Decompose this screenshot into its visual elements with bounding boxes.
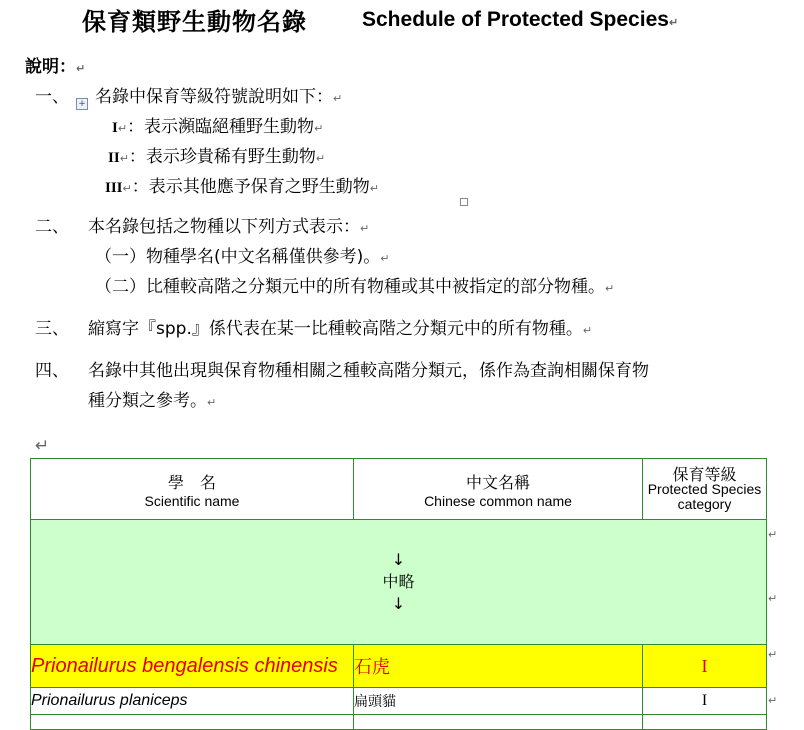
scientific-name-cell: Prionailurus bengalensis chinensis: [31, 645, 354, 688]
chinese-name-cell: 石虎: [354, 645, 643, 688]
header-chinese-name: 中文名稱 Chinese common name: [354, 459, 643, 520]
arrow-down-icon: ↓: [391, 550, 406, 569]
category-line-1: I↵：表示瀕臨絕種野生動物↵: [112, 117, 324, 137]
category-symbol: III: [105, 180, 123, 196]
species-table: [30, 458, 767, 730]
omitted-rows: [31, 520, 767, 645]
omitted-text: 中略: [382, 572, 415, 591]
table-row: [31, 645, 767, 688]
table-row: [31, 688, 767, 715]
table-header-row: [31, 459, 767, 520]
note-item-4-number: 四、: [35, 361, 69, 381]
note-item-3-number: 三、: [35, 319, 69, 339]
note-item-2-text: 本名錄包括之物種以下列方式表示：↵: [88, 217, 370, 237]
title-english: Schedule of Protected Species↵: [362, 8, 679, 31]
category-line-3: III↵：表示其他應予保育之野生動物↵: [105, 177, 379, 197]
notes-label: 說明：↵: [25, 57, 86, 77]
row-end-mark: ↵: [768, 528, 778, 541]
note-item-3-text: 縮寫字『spp.』係代表在某一比種較高階之分類元中的所有物種。↵: [88, 319, 593, 339]
note-item-4-text: 名錄中其他出現與保育物種相關之種較高階分類元，係作為查詢相關保育物: [88, 361, 649, 381]
note-item-2-number: 二、: [35, 217, 69, 237]
header-category: 保育等級 Protected Species category: [643, 459, 767, 520]
sub-item-1: （一）物種學名(中文名稱僅供參考)。↵: [95, 247, 390, 267]
chinese-name-cell: 扁頭貓: [354, 688, 643, 715]
table-anchor-icon[interactable]: +: [76, 98, 88, 110]
category-symbol: II: [108, 150, 120, 166]
category-line-2: II↵：表示珍貴稀有野生動物↵: [108, 147, 326, 167]
row-end-mark: ↵: [768, 592, 778, 605]
row-end-mark: ↵: [768, 694, 778, 707]
note-item-1: 一、: [35, 87, 69, 107]
category-cell: I: [643, 688, 767, 715]
scientific-name-cell: Prionailurus planiceps: [31, 688, 354, 715]
note-item-1-text: 名錄中保育等級符號說明如下：↵: [95, 87, 343, 107]
title-chinese: 保育類野生動物名錄: [82, 8, 307, 36]
header-scientific-name: 學 名 Scientific name: [31, 459, 354, 520]
empty-paragraph-mark: ↵: [35, 436, 50, 456]
category-symbol: I: [112, 120, 118, 136]
text-box-handle[interactable]: [460, 198, 468, 206]
table-row-cutoff: [31, 715, 767, 730]
sub-item-2: （二）比種較高階之分類元中的所有物種或其中被指定的部分物種。↵: [95, 277, 615, 297]
row-end-mark: ↵: [768, 648, 778, 661]
omitted-cell: [31, 520, 767, 645]
arrow-down-icon: ↓: [391, 594, 406, 613]
category-cell: I: [643, 645, 767, 688]
note-item-4-text-cont: 種分類之參考。↵: [88, 391, 217, 411]
title-row: [0, 2, 804, 38]
